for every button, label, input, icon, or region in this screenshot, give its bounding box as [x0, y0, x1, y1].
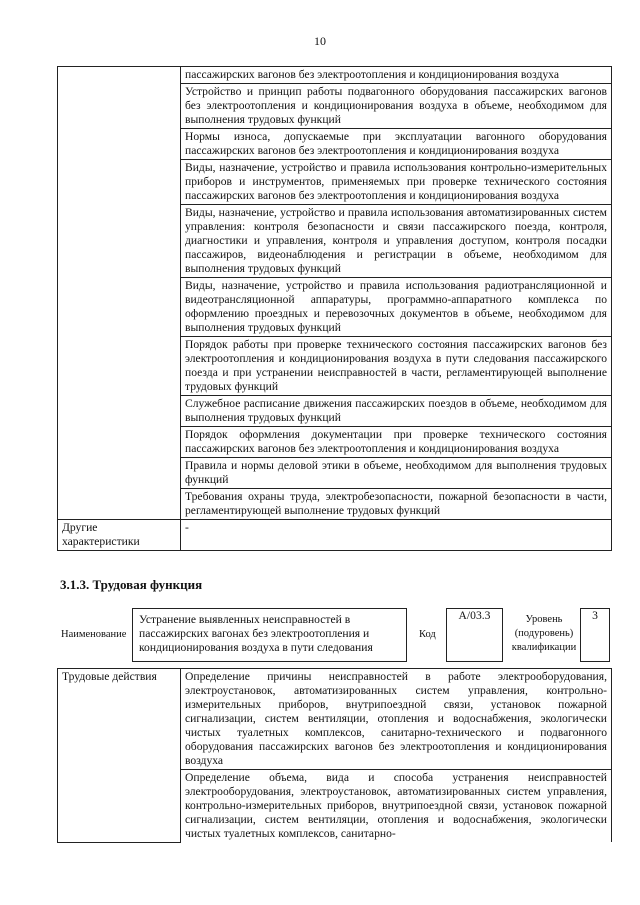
knowledge-table [57, 66, 612, 551]
code-label: Код [419, 629, 436, 640]
table-row [58, 67, 612, 84]
other-characteristics-value: - [181, 520, 612, 551]
labor-actions-label: Трудовые действия [58, 669, 181, 843]
table-cell: пассажирских вагонов без электроотопления и кондиционирования воздуха [181, 67, 612, 84]
table-cell: Требования охраны труда, электробезопасности, пожарной безопасности в части, регламентирующей выполнение трудовых функций [181, 489, 612, 520]
table-row [58, 669, 612, 770]
labor-actions-table [57, 668, 612, 843]
level-label: Уровень (подуровень) квалификации [511, 614, 577, 653]
table-cell: Правила и нормы деловой этики в объеме, необходимом для выполнения трудовых функций [181, 458, 612, 489]
level-box: 3 [580, 608, 610, 662]
table-cell: Порядок оформления документации при проверке технического состояния пассажирских вагонов без электроотопления и кондиционирования воздуха [181, 427, 612, 458]
table-cell: Определение причины неисправностей в работе электрооборудования, электроустановок, автоматизированных систем управления, контрольно-измерительных приборов, внутрипоездной связи, установок пожарной сигнализации, систем вентиляции, отопления и водоснабжения, экологически чистых туалетных комплексов, санитарно-технического и подвагонного оборудования пассажирских вагонов без электроотопления и кондиционирования воздуха [181, 669, 612, 770]
function-name-box: Устранение выявленных неисправностей в пассажирских вагонах без электроотопления и кондиционирования воздуха в пути следования [132, 608, 407, 662]
knowledge-label-cell [58, 67, 181, 520]
table-cell: Порядок работы при проверке технического состояния пассажирских вагонов без электроотопления и кондиционирования воздуха в пути следования пассажирского поезда и при устранении неисправностей в части, регламентирующей выполнение трудовых функций [181, 337, 612, 396]
table-row [58, 520, 612, 551]
table-cell: Виды, назначение, устройство и правила использования радиотрансляционной и видеотрансляционной аппаратуры, программно-аппаратного комплекса по оформлению проездных и перевозочных документов в объеме, необходимом для выполнения трудовых функций [181, 278, 612, 337]
table-cell: Устройство и принцип работы подвагонного оборудования пассажирских вагонов без электроотопления и кондиционирования воздуха в объеме, необходимом для выполнения трудовых функций [181, 84, 612, 129]
name-label: Наименование [61, 629, 127, 640]
section-title: 3.1.3. Трудовая функция [60, 577, 203, 592]
table-cell: Виды, назначение, устройство и правила использования контрольно-измерительных приборов и инструментов, применяемых при проверке технического состояния пассажирских вагонов без электроотопления и кондиционирования воздуха [181, 160, 612, 205]
page-number: 10 [314, 34, 326, 48]
other-characteristics-label: Другие характеристики [58, 520, 181, 551]
table-cell: Виды, назначение, устройство и правила использования автоматизированных систем управления: контроля безопасности и связи пассажирского поезда, контроля, диагностики и управления, контроля и управления доступом, контроля посадки пассажиров, видеонаблюдения и регистрации в объеме, необходимом для выполнения трудовых функций [181, 205, 612, 278]
table-cell: Нормы износа, допускаемые при эксплуатации вагонного оборудования пассажирских вагонов без электроотопления и кондиционирования воздуха [181, 129, 612, 160]
function-header [55, 605, 615, 663]
table-cell: Определение объема, вида и способа устранения неисправностей электрооборудования, электроустановок, автоматизированных систем управления, контрольно-измерительных приборов, внутрипоездной связи, установок пожарной сигнализации, систем вентиляции, отопления и водоснабжения, экологически чистых туалетных комплексов, санитарно- [181, 770, 612, 843]
table-cell: Служебное расписание движения пассажирских поездов в объеме, необходимом для выполнения трудовых функций [181, 396, 612, 427]
code-box: А/03.3 [446, 608, 503, 662]
